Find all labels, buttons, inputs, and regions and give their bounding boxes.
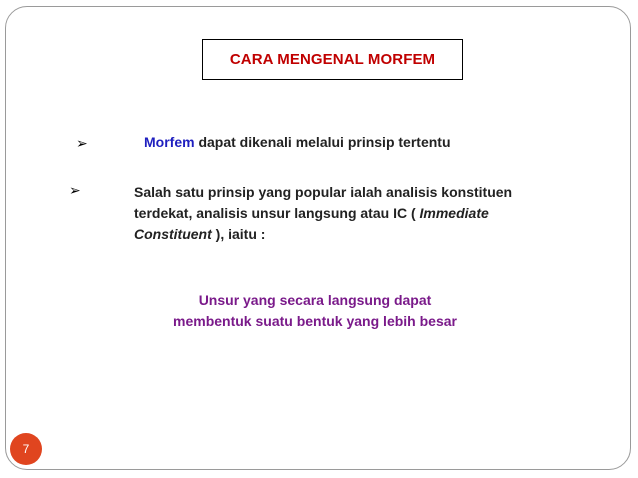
arrow-bullet-icon: ➢ bbox=[69, 182, 81, 198]
term-constituent: Constituent bbox=[134, 226, 212, 242]
title-box bbox=[202, 39, 463, 80]
term-immediate: Immediate bbox=[419, 205, 489, 221]
definition-quote bbox=[120, 290, 510, 332]
bullet-1-rest: dapat dikenali melalui prinsip tertentu bbox=[194, 134, 451, 150]
bullet-2-line-2 bbox=[134, 203, 574, 224]
bullet-1-text bbox=[144, 134, 451, 150]
bullet-2-line-3 bbox=[134, 224, 574, 245]
bullet-2-line-3-text: ), iaitu : bbox=[211, 226, 266, 242]
page-number-badge bbox=[10, 433, 42, 465]
bullet-2-text bbox=[134, 182, 574, 245]
page-number: 7 bbox=[22, 442, 30, 456]
quote-line-1: Unsur yang secara langsung dapat bbox=[198, 292, 432, 308]
arrow-bullet-icon: ➢ bbox=[76, 135, 88, 151]
bullet-2-line-1: Salah satu prinsip yang popular ialah analisis konstituen bbox=[134, 184, 513, 200]
bullet-2-line-2-text: terdekat, analisis unsur langsung atau IC ( bbox=[134, 205, 420, 221]
quote-line-2: membentuk suatu bentuk yang lebih besar bbox=[173, 313, 457, 329]
keyword-morfem: Morfem bbox=[144, 134, 195, 150]
slide-title: CARA MENGENAL MORFEM bbox=[229, 51, 436, 68]
